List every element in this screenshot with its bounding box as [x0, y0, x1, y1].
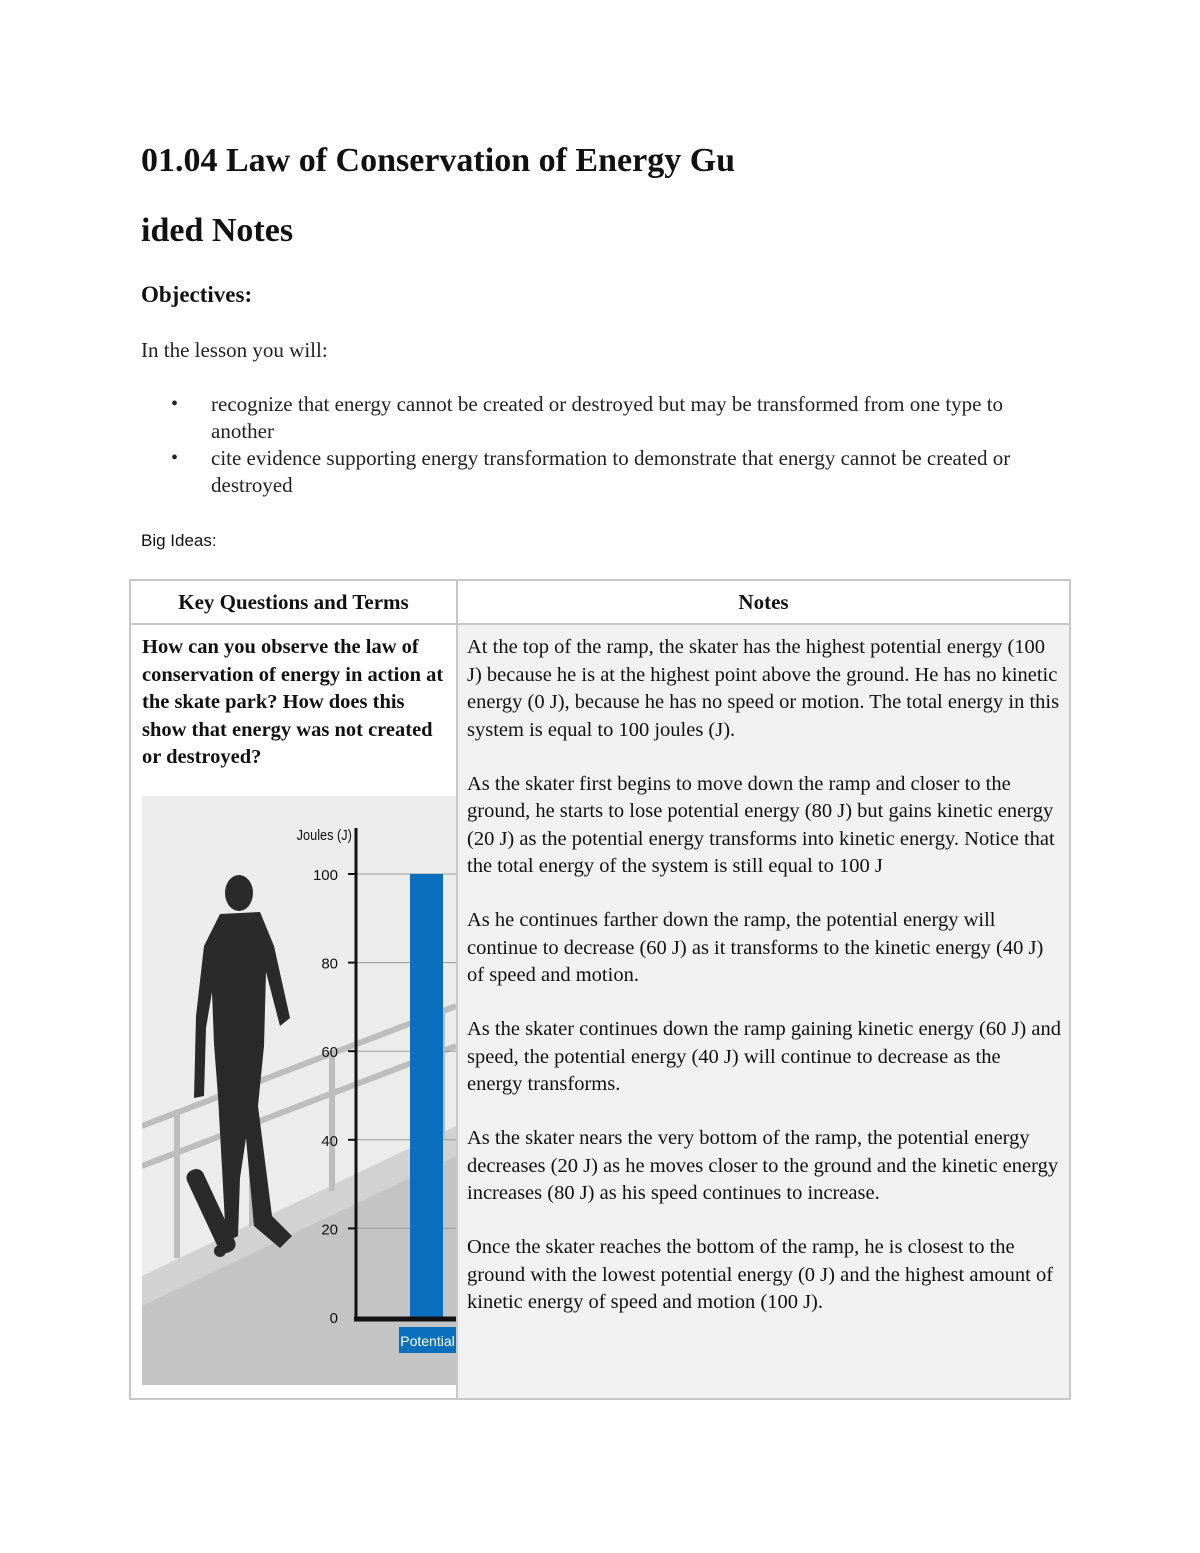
- bar-potential: [410, 874, 443, 1317]
- category-label: Potential: [400, 1333, 455, 1349]
- list-item: [141, 391, 1041, 445]
- y-tick-label: 100: [312, 867, 338, 884]
- skater-head: [225, 875, 253, 911]
- y-tick-label: 0: [329, 1310, 338, 1327]
- note-paragraph: Once the skater reaches the bottom of the ramp, he is closest to the ground with the lowest potential energy (0 J) and the highest amount of kinetic energy of speed and motion (100 J).: [467, 1236, 1054, 1313]
- table-header-row: [131, 581, 1069, 625]
- y-tick-label: 40: [321, 1132, 338, 1150]
- page-title-line-2: ided Notes: [141, 212, 294, 249]
- bullet-icon: •: [171, 393, 179, 415]
- objective-text: cite evidence supporting energy transformation to demonstrate that energy cannot be created or destroyed: [211, 446, 1011, 497]
- intro-text: In the lesson you will:: [141, 338, 328, 362]
- key-question: How can you observe the law of conservation of energy in action at the skate park? How does this show that energy was not created or destroyed?: [142, 636, 444, 768]
- notes-table: [129, 579, 1071, 1400]
- note-paragraph: As he continues farther down the ramp, the potential energy will continue to decrease (60 J) as it transforms to the kinetic energy (40 J) of speed and motion.: [467, 909, 1044, 986]
- notes-cell: [458, 625, 1069, 1398]
- note-paragraph: As the skater continues down the ramp gaining kinetic energy (60 J) and speed, the potential energy (40 J) will continue to decrease as the energy transforms.: [467, 1018, 1061, 1095]
- skateboard-wheel: [214, 1245, 226, 1257]
- objectives-heading: Objectives:: [141, 282, 253, 307]
- skateboard-wheel: [192, 1182, 204, 1194]
- y-tick-label: 80: [321, 955, 338, 973]
- page-title-line-1: 01.04 Law of Conservation of Energy Gu: [141, 142, 736, 179]
- header-notes: Notes: [738, 590, 789, 614]
- y-tick-label: 60: [321, 1044, 338, 1062]
- energy-chart-illustration: [142, 796, 456, 1385]
- y-axis-title: Joules (J): [296, 825, 352, 844]
- notes-body: [467, 634, 1061, 1317]
- note-paragraph: At the top of the ramp, the skater has the highest potential energy (100 J) because he is at the highest point above the ground. He has no kinetic energy (0 J), because he has no speed or motion. The total energy in this system is equal to 100 joules (J).: [467, 636, 1060, 741]
- list-item: [141, 445, 1041, 499]
- note-paragraph: As the skater nears the very bottom of the ramp, the potential energy decreases (20 J) as he moves closer to the ground and the kinetic energy increases (80 J) as his speed continues to increase.: [467, 1127, 1059, 1204]
- key-question-cell: [131, 625, 456, 1398]
- note-paragraph: As the skater first begins to move down the ramp and closer to the ground, he starts to lose potential energy (80 J) but gains kinetic energy (20 J) as the potential energy transforms into kinetic energy. Notice that the total energy of the system is still equal to 100 J: [467, 772, 1055, 877]
- header-key-questions: Key Questions and Terms: [178, 590, 409, 614]
- objective-text: recognize that energy cannot be created or destroyed but may be transformed from one type to another: [211, 392, 1004, 443]
- big-ideas-label: Big Ideas:: [141, 531, 217, 550]
- bullet-icon: •: [171, 447, 179, 469]
- y-tick-label: 20: [321, 1221, 338, 1239]
- energy-bar-chart: [142, 796, 456, 1385]
- objectives-list: [141, 391, 1041, 499]
